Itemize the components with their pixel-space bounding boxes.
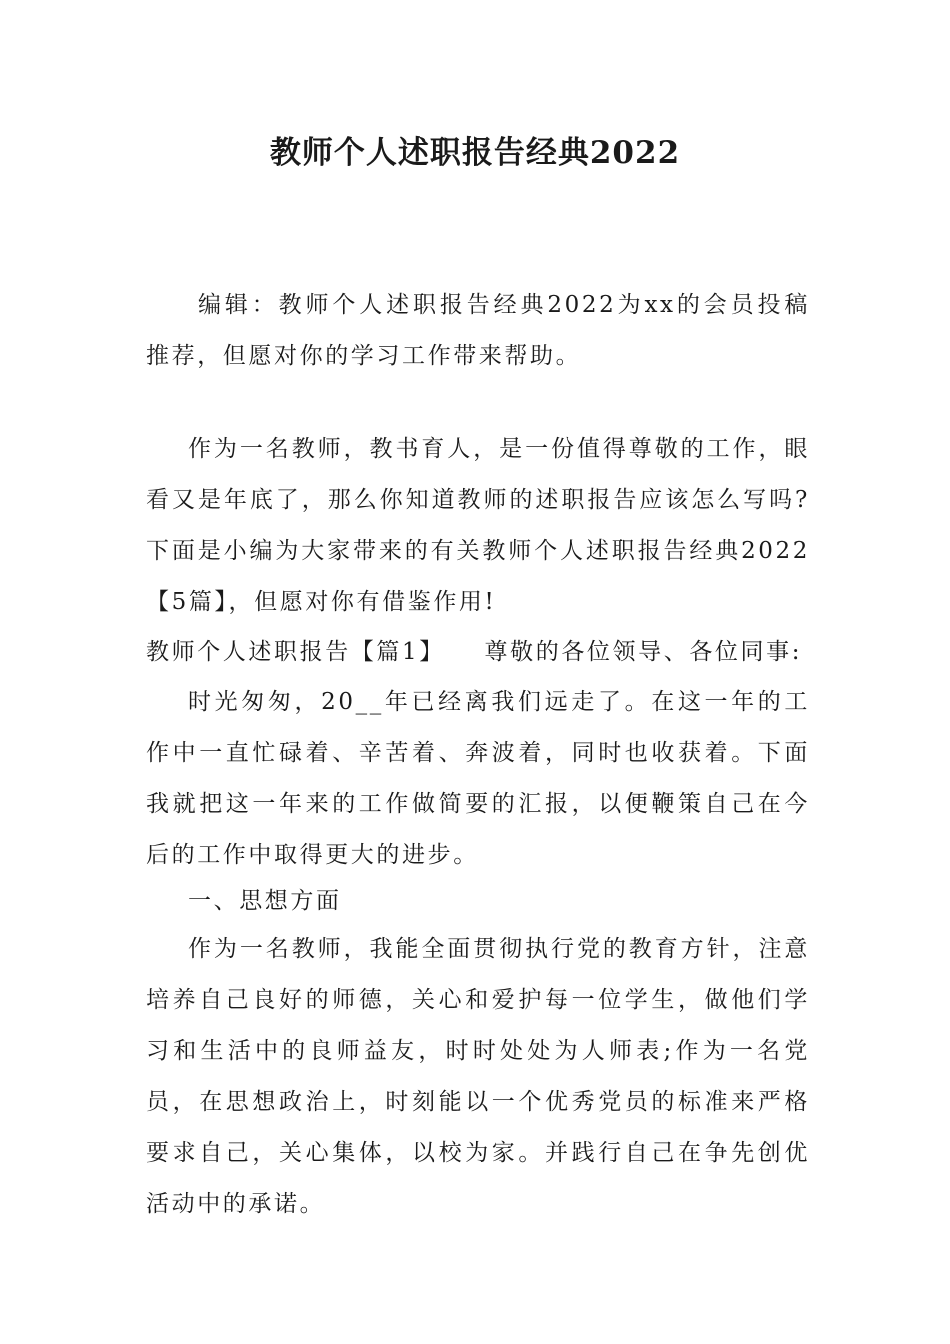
section-heading: 教师个人述职报告【篇1】 尊敬的各位领导、各位同事: — [146, 639, 803, 665]
subsection-body-thought: 作为一名教师，我能全面贯彻执行党的教育方针，注意培养自己良好的师德，关心和爱护每一位学生，做他们学习和生活中的良师益友，时时处处为人师表;作为一名党员，在思想政治上，时刻能以一个优秀党员的标准来严格要求自己，关心集体，以校为家。并践行自己在争先创优活动中的承诺。 — [146, 936, 810, 1217]
document-title: 教师个人述职报告经典2022 — [269, 135, 681, 171]
time-paragraph: 时光匆匆，20__年已经离我们远走了。在这一年的工作中一直忙碌着、辛苦着、奔波着，同时也收获着。下面我就把这一年来的工作做简要的汇报，以便鞭策自己在今后的工作中取得更大的进步。 — [146, 689, 810, 868]
subsection-heading-thought: 一、思想方面 — [188, 888, 342, 914]
editor-note-paragraph: 编辑：教师个人述职报告经典2022为xx的会员投稿推荐，但愿对你的学习工作带来帮助。 — [146, 292, 810, 369]
intro-paragraph: 作为一名教师，教书育人，是一份值得尊敬的工作，眼看又是年底了，那么你知道教师的述职报告应该怎么写吗?下面是小编为大家带来的有关教师个人述职报告经典2022【5篇】，但愿对你有借鉴作用! — [146, 436, 810, 615]
